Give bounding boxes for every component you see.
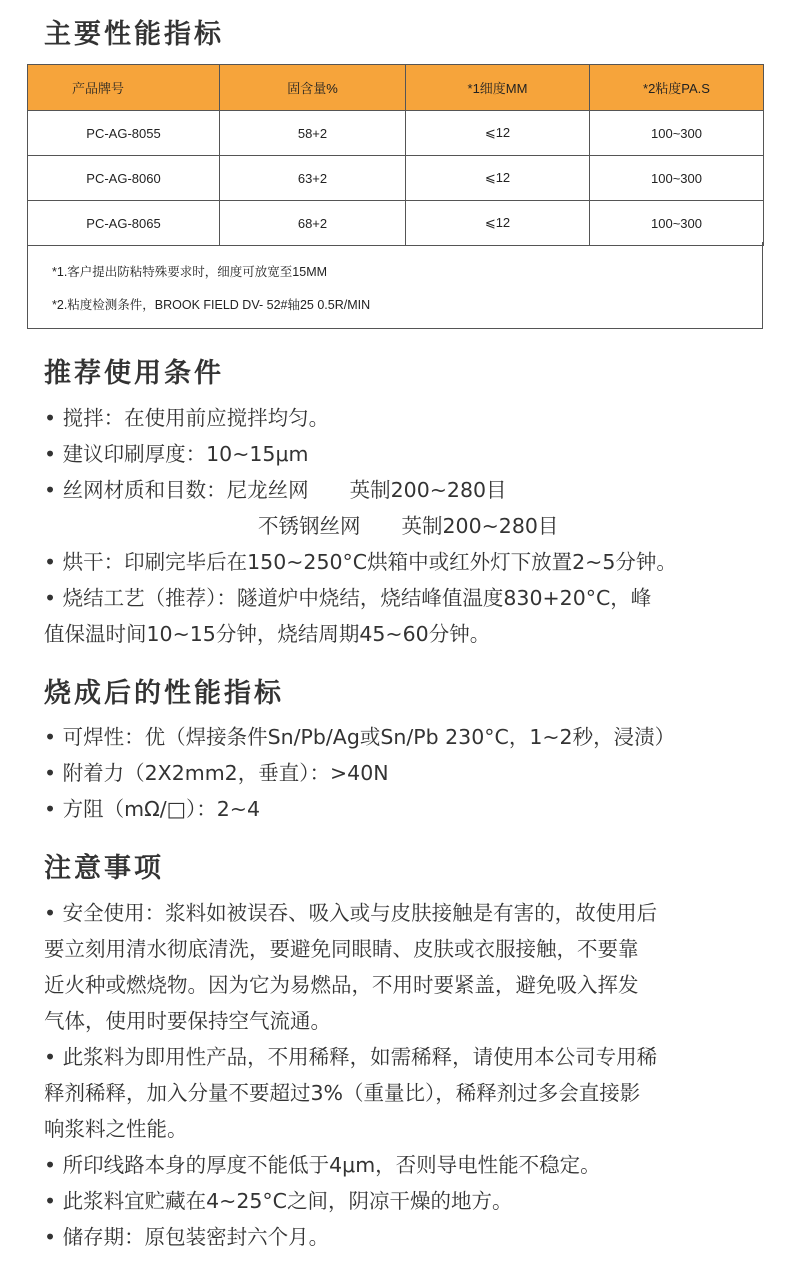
usage-line: 值保温时间10~15分钟，烧结周期45~60分钟。	[44, 622, 491, 646]
cell-fineness: ⩽12	[406, 111, 590, 156]
notes-line: • 所印线路本身的厚度不能低于4μm，否则导电性能不稳定。	[44, 1153, 601, 1177]
table-header-row	[28, 65, 764, 111]
table-row	[28, 111, 764, 156]
cell-product-code: PC-AG-8055	[28, 111, 220, 156]
after-firing-section-title: 烧成后的性能指标	[44, 678, 284, 709]
notes-line: • 储存期：原包装密封六个月。	[44, 1225, 330, 1249]
usage-section-title: 推荐使用条件	[44, 358, 224, 389]
usage-line: • 建议印刷厚度：10~15μm	[44, 442, 309, 466]
usage-line: • 烧结工艺（推荐）：隧道炉中烧结，烧结峰值温度830+20°C，峰	[44, 586, 652, 610]
table-row	[28, 201, 764, 246]
notes-line: 气体，使用时要保持空气流通。	[44, 1009, 331, 1033]
after-firing-line: • 方阻（mΩ/□）：2~4	[44, 797, 261, 821]
usage-line: • 丝网材质和目数：尼龙丝网 英制200~280目	[44, 478, 507, 502]
after-firing-line: • 可焊性：优（焊接条件Sn/Pb/Ag或Sn/Pb 230°C，1~2秒，浸渍）	[44, 725, 676, 749]
performance-table	[27, 64, 764, 246]
cell-viscosity: 100~300	[590, 156, 764, 201]
cell-solid-content: 68+2	[220, 201, 406, 246]
notes-line: 近火种或燃烧物。因为它为易燃品，不用时要紧盖，避免吸入挥发	[44, 973, 639, 997]
cell-solid-content: 58+2	[220, 111, 406, 156]
notes-line: 响浆料之性能。	[44, 1117, 188, 1141]
notes-section-title: 注意事项	[44, 853, 164, 884]
notes-line: • 此浆料为即用性产品，不用稀释，如需稀释，请使用本公司专用稀	[44, 1045, 658, 1069]
notes-line: 释剂稀释，加入分量不要超过3%（重量比），稀释剂过多会直接影	[44, 1081, 641, 1105]
header-fineness: *1细度MM	[406, 65, 590, 111]
cell-viscosity: 100~300	[590, 111, 764, 156]
usage-line: • 搅拌：在使用前应搅拌均匀。	[44, 406, 330, 430]
notes-line: • 此浆料宜贮藏在4~25°C之间，阴凉干燥的地方。	[44, 1189, 513, 1213]
usage-line: • 烘干：印刷完毕后在150~250°C烘箱中或红外灯下放置2~5分钟。	[44, 550, 677, 574]
cell-product-code: PC-AG-8065	[28, 201, 220, 246]
header-product-code: 产品牌号	[28, 65, 220, 111]
table-note-viscosity: *2.粘度检测条件，BROOK FIELD DV- 52#轴25 0.5R/MIN	[52, 298, 371, 312]
cell-viscosity: 100~300	[590, 201, 764, 246]
cell-product-code: PC-AG-8060	[28, 156, 220, 201]
table-note-fineness: *1.客户提出防粘特殊要求时，细度可放宽至15MM	[52, 265, 328, 279]
notes-line: 要立刻用清水彻底清洗，要避免同眼睛、皮肤或衣服接触，不要靠	[44, 937, 639, 961]
usage-line: 不锈钢丝网 英制200~280目	[258, 514, 559, 538]
table-row	[28, 156, 764, 201]
table-notes	[27, 242, 763, 329]
header-solid-content: 固含量%	[220, 65, 406, 111]
notes-line: • 安全使用：浆料如被误吞、吸入或与皮肤接触是有害的，故使用后	[44, 901, 658, 925]
performance-section-title: 主要性能指标	[44, 19, 224, 50]
cell-fineness: ⩽12	[406, 156, 590, 201]
header-viscosity: *2粘度PA.S	[590, 65, 764, 111]
after-firing-line: • 附着力（2X2mm2，垂直）：>40N	[44, 761, 389, 785]
cell-fineness: ⩽12	[406, 201, 590, 246]
cell-solid-content: 63+2	[220, 156, 406, 201]
